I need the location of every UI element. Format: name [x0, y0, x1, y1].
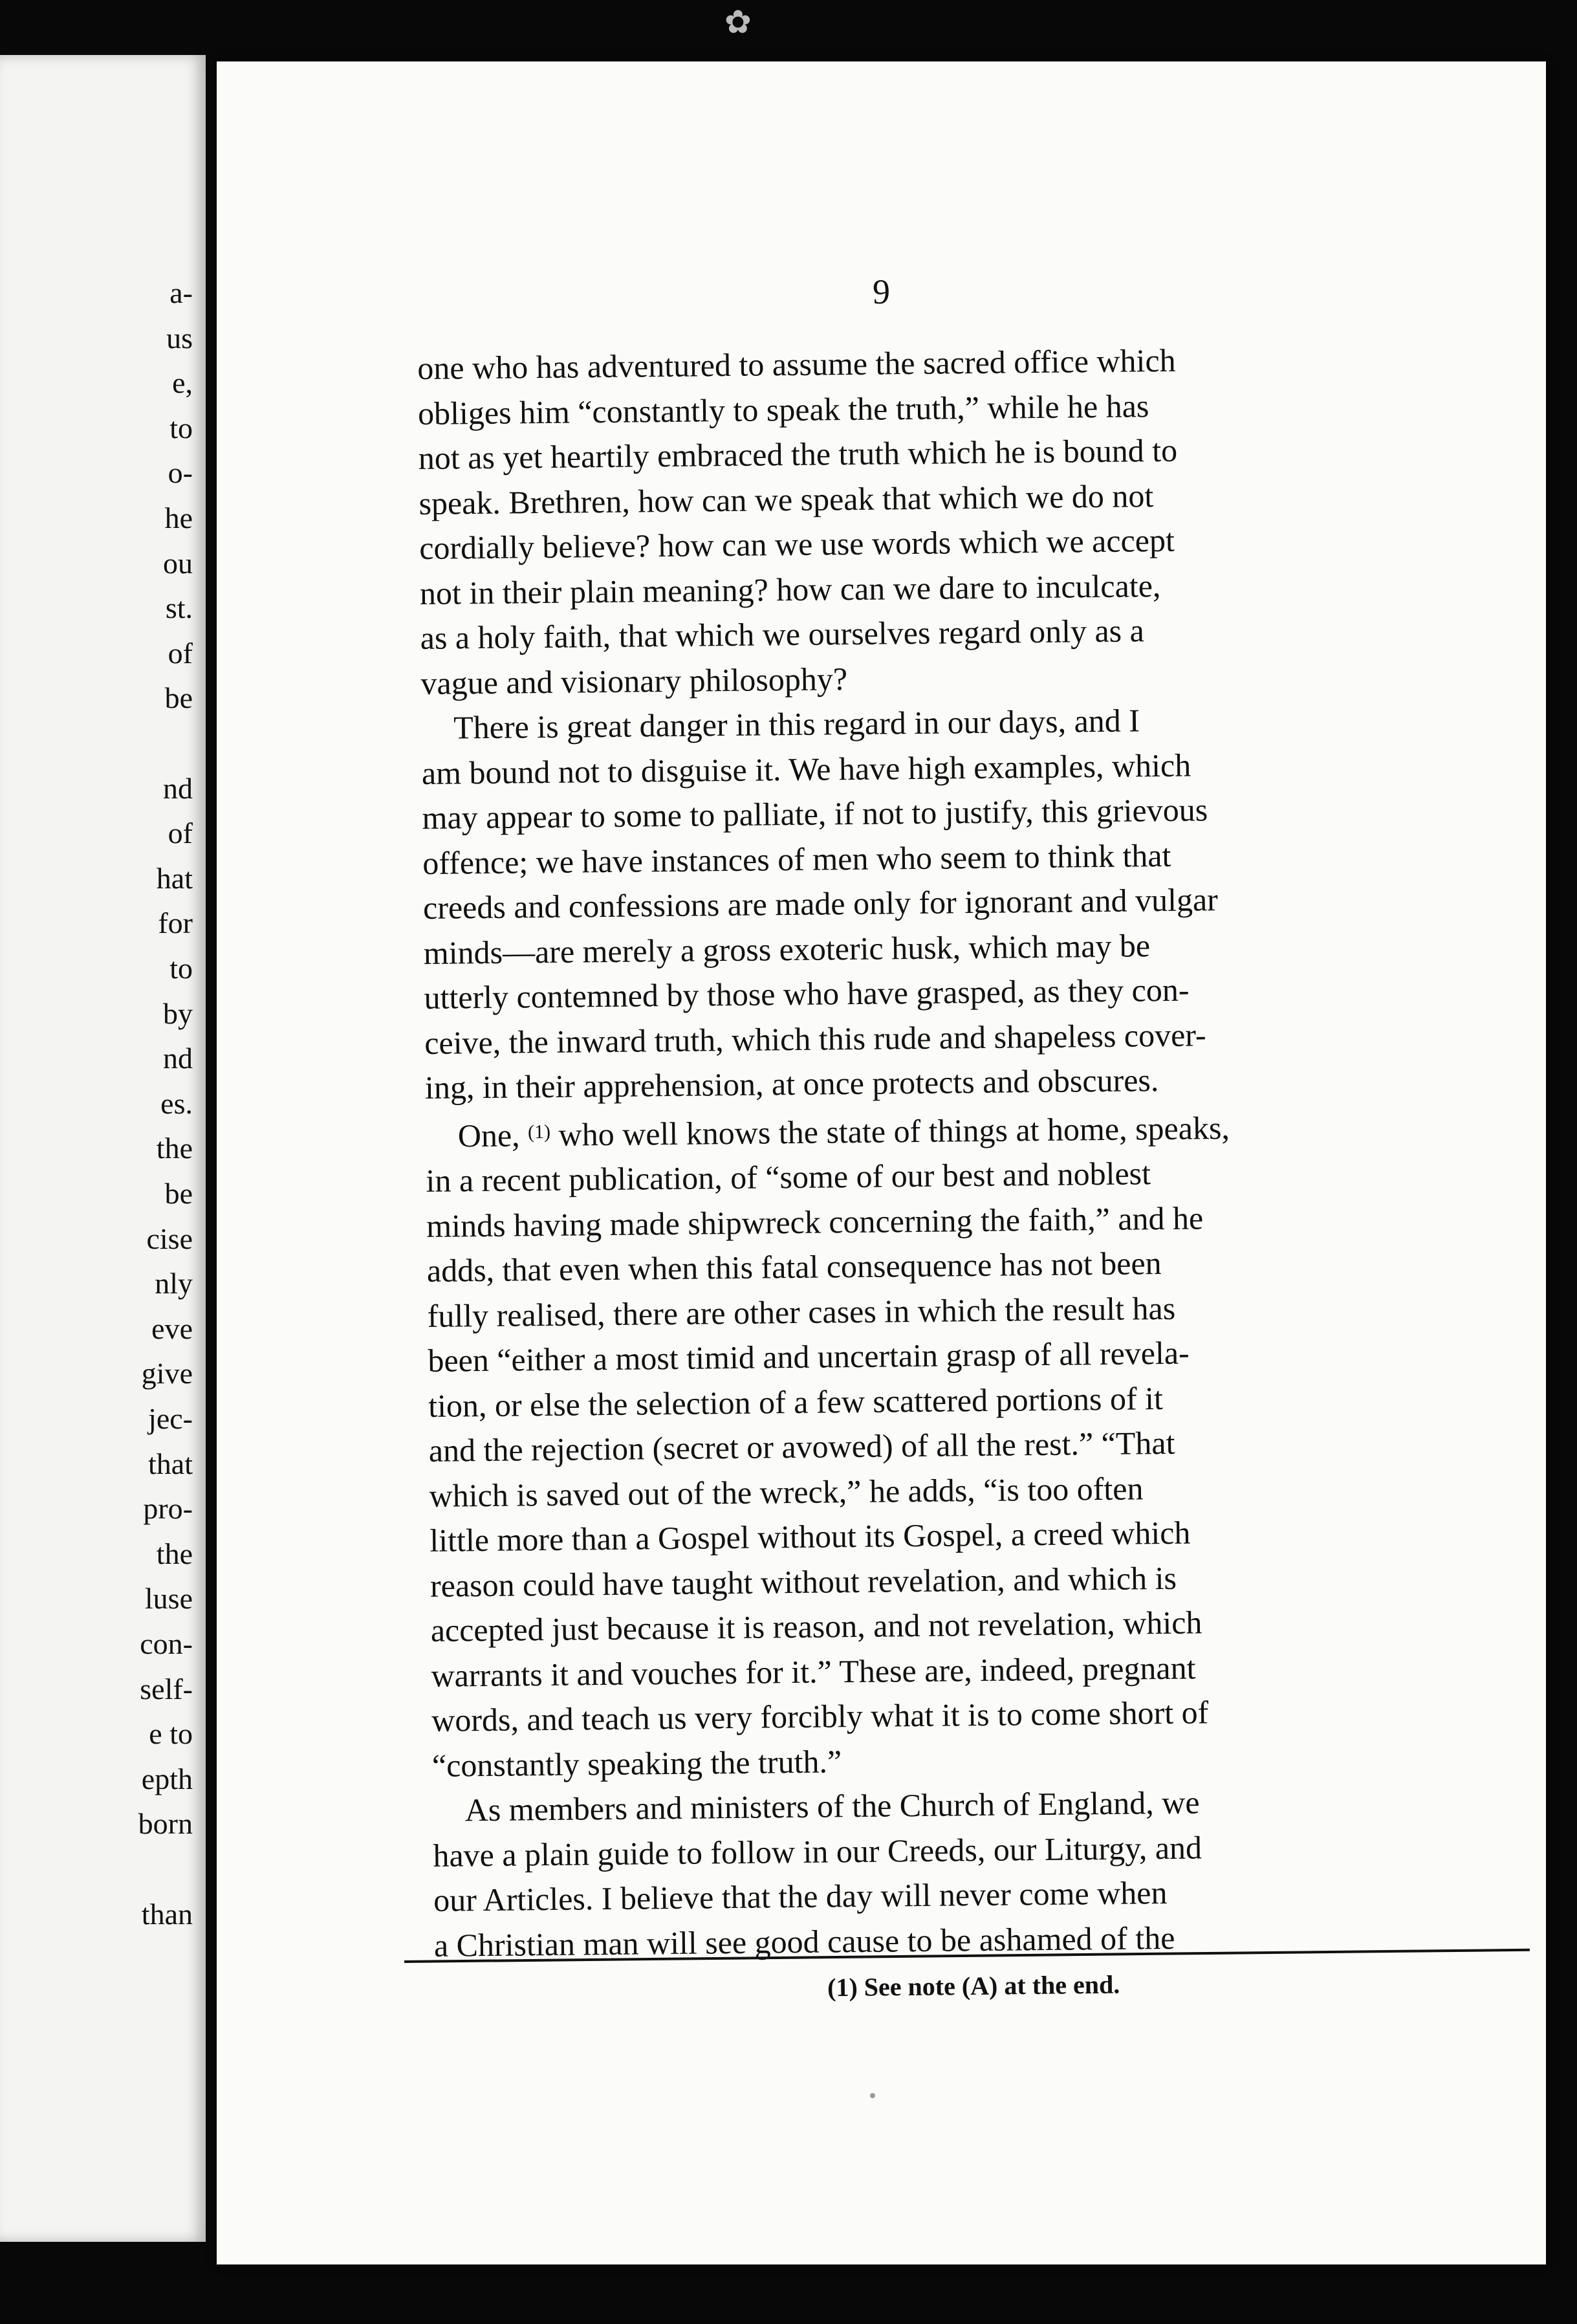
facing-page-fragment: nd — [163, 1042, 193, 1075]
text-line: a Christian man will see good cause to be ashamed of the — [433, 1919, 1175, 1964]
book-page — [217, 61, 1546, 2264]
facing-page-fragment: of — [168, 817, 193, 850]
text-line: reason could have taught without revelation, and which is — [430, 1559, 1177, 1604]
facing-page-fragment: hat — [156, 861, 193, 895]
facing-page-fragment: give — [141, 1357, 193, 1390]
text-line: minds having made shipwreck concerning the faith,” and he — [426, 1199, 1204, 1244]
paragraph — [432, 1777, 1560, 1968]
facing-page-fragment: a- — [169, 276, 193, 309]
paper-speck — [870, 2093, 875, 2098]
text-line: as a holy faith, that which we ourselves regard only as a — [420, 612, 1145, 656]
paragraph — [425, 1099, 1558, 1788]
text-line: ceive, the inward truth, which this rude and shapeless cover- — [424, 1016, 1206, 1061]
text-line: little more than a Gospel without its Gospel, a creed which — [430, 1514, 1191, 1559]
text-line: utterly contemned by those who have grasped, as they con- — [424, 971, 1190, 1016]
facing-page-fragment: es. — [160, 1086, 193, 1120]
text-line: adds, that even when this fatal consequence has not been — [426, 1245, 1162, 1289]
text-line: minds—are merely a gross exoteric husk, which may be — [423, 926, 1151, 971]
text-line: creeds and confessions are made only for ignorant and vulgar — [422, 881, 1219, 926]
body-text — [417, 334, 1560, 1968]
paragraph-lead: One, — [457, 1116, 528, 1154]
facing-page-fragment: epth — [141, 1762, 193, 1795]
text-line: one who has adventured to assume the sacred office which — [417, 342, 1176, 386]
text-line: speak. Brethren, how can we speak that which we do not — [419, 477, 1154, 521]
facing-page-fragment: born — [138, 1807, 193, 1841]
text-line: There is great danger in this regard in our days, and I — [453, 702, 1140, 746]
text-line: am bound not to disguise it. We have high examples, which — [421, 747, 1191, 791]
facing-page-fragment: cise — [146, 1222, 193, 1255]
text-line: fully realised, there are other cases in which the result has — [427, 1289, 1176, 1334]
facing-page-fragment: he — [164, 501, 193, 534]
facing-page-fragment: of — [168, 636, 193, 670]
footnote-reference: (1) — [527, 1121, 551, 1143]
paragraph — [421, 694, 1550, 1111]
facing-page-fragment: be — [164, 681, 193, 715]
text-line: have a plain guide to follow in our Creeds, our Liturgy, and — [433, 1828, 1202, 1874]
facing-page-fragment: e to — [149, 1717, 193, 1751]
facing-page-fragment: o- — [168, 456, 193, 490]
facing-page-fragment: to — [169, 952, 193, 985]
text-line: who well knows the state of things at home, speaks, — [550, 1109, 1230, 1153]
facing-page-fragment: the — [156, 1132, 193, 1165]
text-line: tion, or else the selection of a few scattered portions of it — [428, 1379, 1164, 1424]
paragraph — [417, 334, 1547, 706]
text-line: ing, in their apprehension, at once protects and obscures. — [424, 1062, 1159, 1106]
text-line: our Articles. I believe that the day will never come when — [433, 1874, 1168, 1918]
text-line: accepted just because it is reason, and not revelation, which — [430, 1604, 1202, 1649]
text-line: offence; we have instances of men who seem to think that — [422, 837, 1171, 881]
facing-page — [0, 55, 206, 2242]
facing-page-fragment: by — [163, 996, 193, 1030]
footnote: (1) See note (A) at the end. — [827, 1969, 1120, 2002]
text-line: been “either a most timid and uncertain grasp of all revela- — [428, 1334, 1190, 1379]
text-line: in a recent publication, of “some of our best and noblest — [426, 1155, 1151, 1199]
facing-page-fragment: than — [141, 1897, 193, 1931]
facing-page-fragment: st. — [165, 591, 193, 625]
facing-page-fragment: us — [166, 321, 193, 355]
text-line: As members and ministers of the Church of England, we — [464, 1784, 1200, 1828]
facing-page-fragment: nly — [155, 1267, 193, 1300]
text-line: which is saved out of the wreck,” he adds, “is too often — [429, 1469, 1144, 1514]
binding-mark: ✿ — [724, 3, 752, 41]
text-line: cordially believe? how can we use words which we accept — [419, 521, 1175, 566]
facing-page-fragment: eve — [151, 1311, 193, 1345]
facing-page-fragment: nd — [163, 771, 193, 805]
facing-page-fragment: that — [148, 1447, 193, 1480]
text-line: vague and visionary philosophy? — [420, 660, 848, 701]
facing-page-fragment: con- — [140, 1627, 193, 1660]
facing-page-fragment: be — [164, 1177, 193, 1210]
text-line: warrants it and vouches for it.” These are, indeed, pregnant — [431, 1649, 1196, 1694]
text-line: and the rejection (secret or avowed) of all the rest.” “That — [428, 1424, 1175, 1469]
text-line: not as yet heartily embraced the truth which he is bound to — [418, 432, 1178, 476]
facing-page-fragment: jec- — [148, 1402, 193, 1435]
text-line: “constantly speaking the truth.” — [431, 1742, 842, 1784]
facing-page-fragment: for — [158, 906, 193, 940]
facing-page-fragment: to — [169, 411, 193, 444]
facing-page-fragment: the — [156, 1537, 193, 1570]
facing-page-fragment: luse — [144, 1582, 193, 1616]
page-number: 9 — [873, 272, 890, 311]
text-line: not in their plain meaning? how can we dare to inculcate, — [419, 567, 1161, 611]
facing-page-fragment: ou — [163, 546, 193, 580]
facing-page-fragment: e, — [172, 366, 193, 400]
text-line: may appear to some to palliate, if not to justify, this grievous — [422, 791, 1208, 836]
facing-page-fragment: self- — [140, 1672, 193, 1705]
text-line: words, and teach us very forcibly what it is to come short of — [431, 1694, 1209, 1738]
facing-page-fragment: pro- — [143, 1492, 193, 1526]
text-line: obliges him “constantly to speak the truth,” while he has — [417, 387, 1149, 432]
